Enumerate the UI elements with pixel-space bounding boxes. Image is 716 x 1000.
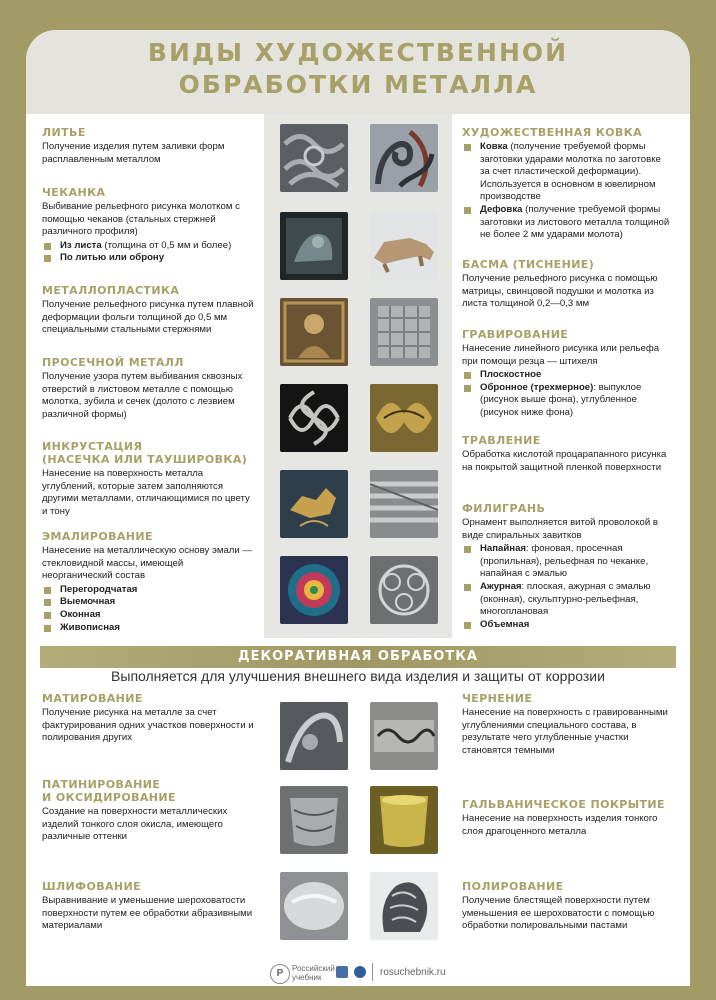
section-text: Выравнивание и уменьшение шероховатости поверхности путем ее обработки абразивными материалами <box>42 895 253 932</box>
partner-logo2-icon <box>354 966 366 978</box>
section-title: ЛИТЬЕ <box>42 126 86 139</box>
section-niello <box>462 692 670 757</box>
photo-niello <box>370 702 438 770</box>
photo-patination <box>280 786 348 854</box>
photo-enameling <box>280 556 348 624</box>
list-item: Ковка (получение требуемой формы заготовки ударами молотка по заготовке за счет пластической деформации). Используется в основном в ювелирном производстве <box>462 141 670 204</box>
photo-inlay <box>280 470 348 538</box>
section-title: ГРАВИРОВАНИЕ <box>462 328 569 341</box>
list-item: Перегородчатая <box>42 584 256 597</box>
section-electroplating <box>462 798 670 838</box>
list-item: Дефовка (получение требуемой формы заготовки из листового металла толщиной не более 2 мм ударами молота) <box>462 204 670 242</box>
section-title: ТРАВЛЕНИЕ <box>462 434 541 447</box>
footer <box>0 960 716 990</box>
list-item: Ажурная: плоская, ажурная с эмалью (оконная), скульптурно-рельефная, многоплановая <box>462 581 670 619</box>
list-item: Плоскостное <box>462 369 670 382</box>
photo-electroplating <box>370 786 438 854</box>
poster-title-line1: ВИДЫ ХУДОЖЕСТВЕННОЙ <box>147 38 569 67</box>
list-item: Обронное (трехмерное): выпуклое (рисунок выше фона), углубленное (рисунок ниже фона) <box>462 382 670 420</box>
section-title-cont: (НАСЕЧКА ИЛИ ТАУШИРОВКА) <box>42 453 248 466</box>
section-title: ЧЕРНЕНИЕ <box>462 692 533 705</box>
section-title: ИНКРУСТАЦИЯ <box>42 440 143 453</box>
section-enameling <box>42 530 256 634</box>
footer-divider <box>372 963 373 981</box>
photo-basma <box>370 298 438 366</box>
section-basma <box>462 258 670 311</box>
list-item: Объемная <box>462 619 670 632</box>
section-text: Получение рисунка на металле за счет фактурирования одних участков поверхности и полирования других <box>42 707 254 744</box>
section-pierced-metal <box>42 356 256 421</box>
section-engraving <box>462 328 670 420</box>
section-text: Получение блестящей поверхности путем уменьшения ее шероховатости с помощью обработки полировальными пастами <box>462 895 655 932</box>
list-item: Оконная <box>42 609 256 622</box>
publisher-brand: Российский учебник <box>292 964 335 982</box>
section-title: ПАТИНИРОВАНИЕ <box>42 778 161 791</box>
section-title: ЭМАЛИРОВАНИЕ <box>42 530 153 543</box>
section-title: ПОЛИРОВАНИЕ <box>462 880 564 893</box>
section-title: БАСМА (ТИСНЕНИЕ) <box>462 258 595 271</box>
photo-chasing <box>280 212 348 280</box>
list-item: Выемочная <box>42 596 256 609</box>
section-filigree <box>462 502 670 631</box>
decorative-title: ДЕКОРАТИВНАЯ ОБРАБОТКА <box>238 649 478 664</box>
list-item: Из листа (толщина от 0,5 мм и более) <box>42 240 256 253</box>
section-title: ГАЛЬВАНИЧЕСКОЕ ПОКРЫТИЕ <box>462 798 665 811</box>
section-text: Получение узора путем выбивания сквозных отверстий в листовом металле с помощью молотка, зубила и сечек (долото с лезвием различной формы) <box>42 371 243 420</box>
section-text: Создание на поверхности металлических изделий тонкого слоя окисла, имеющего различные оттенки <box>42 806 228 843</box>
photo-pierced-metal <box>280 384 348 452</box>
partner-logo-icon <box>336 966 348 978</box>
photo-filigree <box>370 556 438 624</box>
section-title: ШЛИФОВАНИЕ <box>42 880 142 893</box>
poster-title-line2: ОБРАБОТКИ МЕТАЛЛА <box>178 70 538 99</box>
section-text: Получение изделия путем заливки форм расплавленным металлом <box>42 141 225 165</box>
section-text: Нанесение на поверхность с гравированными углублениями специального состава, в результате чего углубленные участки становятся темными <box>462 707 668 756</box>
photo-bear-figure <box>370 212 438 280</box>
section-title: МАТИРОВАНИЕ <box>42 692 143 705</box>
section-text: Получение рельефного рисунка с помощью матрицы, свинцовой подушки и молотка из листа толщиной 0,2—0,3 мм <box>462 273 658 310</box>
section-text: Нанесение линейного рисунка или рельефа при помощи резца — штихеля <box>462 343 660 367</box>
section-text: Обработка кислотой процарапанного рисунка на покрытой защитной пленкой поверхности <box>462 449 667 473</box>
photo-matting <box>280 702 348 770</box>
photo-polishing <box>370 872 438 940</box>
section-art-forging <box>462 126 670 242</box>
section-title-cont: И ОКСИДИРОВАНИЕ <box>42 791 176 804</box>
section-metalloplastics <box>42 284 256 337</box>
section-title: ФИЛИГРАНЬ <box>462 502 546 515</box>
photo-grinding <box>280 872 348 940</box>
photo-casting <box>280 124 348 192</box>
list-item: Живописная <box>42 622 256 635</box>
section-text: Выбивание рельефного рисунка молотком с помощью чеканов (стальных стержней различного профиля) <box>42 201 240 238</box>
photo-forging <box>370 124 438 192</box>
section-text: Нанесение на поверхность металла углублений, которые затем заполняются другими металлами, отличающимися по цвету и тону <box>42 468 250 517</box>
section-etching <box>462 434 670 474</box>
section-title: ХУДОЖЕСТВЕННАЯ КОВКА <box>462 126 643 139</box>
list-item: По литью или оброну <box>42 252 256 265</box>
section-title: ПРОСЕЧНОЙ МЕТАЛЛ <box>42 356 184 369</box>
photo-etching <box>370 470 438 538</box>
footer-url[interactable]: rosuchebnik.ru <box>380 967 446 978</box>
decorative-subtitle: Выполняется для улучшения внешнего вида изделия и защиты от коррозии <box>111 668 605 684</box>
photo-engraving <box>370 384 438 452</box>
section-text: Нанесение на поверхность изделия тонкого слоя драгоценного металла <box>462 813 658 837</box>
section-text: Нанесение на металлическую основу эмали — стекловидной массы, имеющей неорганический состав <box>42 545 253 582</box>
section-inlay <box>42 440 256 518</box>
section-polishing <box>462 880 670 933</box>
section-title: МЕТАЛЛОПЛАСТИКА <box>42 284 180 297</box>
section-matting <box>42 692 256 745</box>
section-casting <box>42 126 256 166</box>
section-text: Орнамент выполняется витой проволокой в виде спиральных завитков <box>462 517 658 541</box>
section-grinding <box>42 880 256 933</box>
publisher-logo-icon: Р <box>270 964 290 984</box>
section-chasing <box>42 186 256 265</box>
section-title: ЧЕКАНКА <box>42 186 106 199</box>
photo-metalloplastics <box>280 298 348 366</box>
list-item: Напайная: фоновая, просечная (пропильная), рельефная по чеканке, напайная с эмалью <box>462 543 670 581</box>
section-text: Получение рельефного рисунка путем плавной деформации фольги толщиной до 0,5 мм специальными стальными стержнями <box>42 299 254 336</box>
section-patination <box>42 778 256 844</box>
